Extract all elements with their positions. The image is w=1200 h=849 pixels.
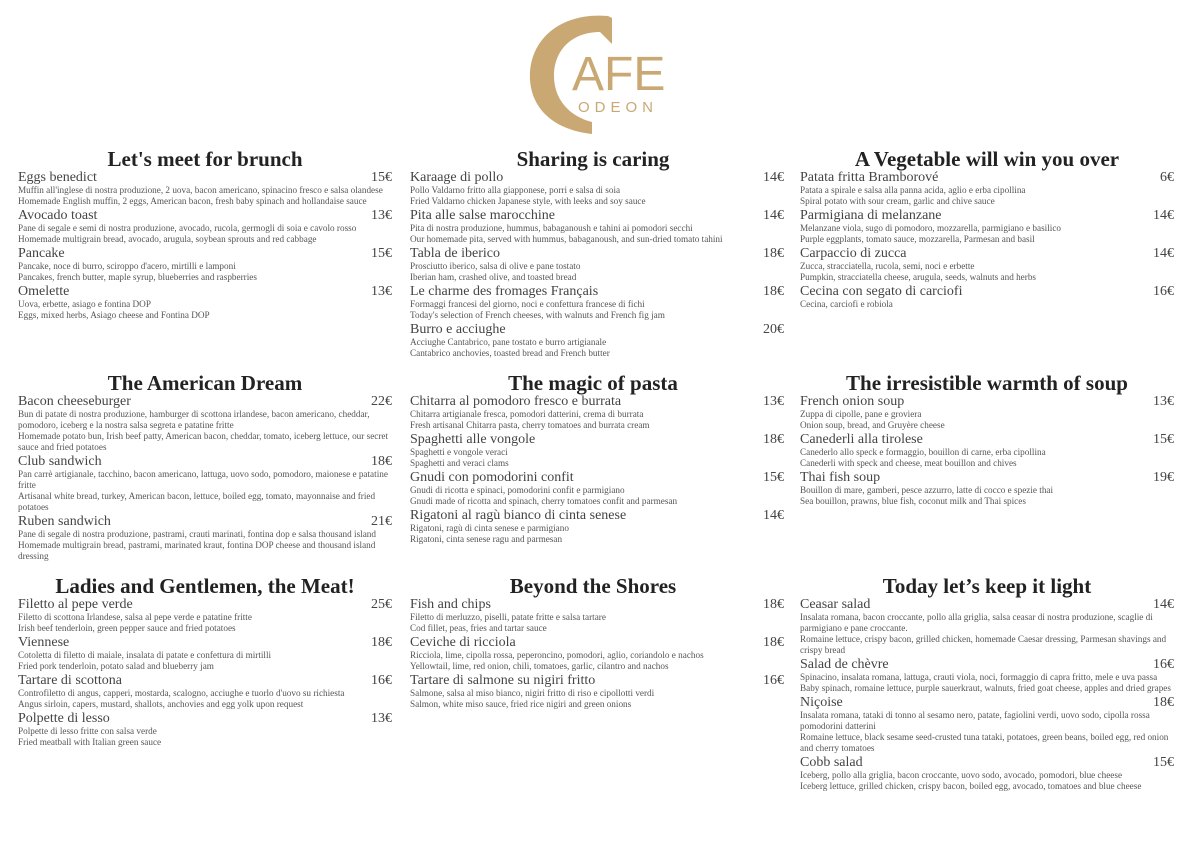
- item-description: Chitarra artigianale fresca, pomodori datterini, crema di burrata: [410, 409, 644, 419]
- item-description: Spaghetti and veraci clams: [410, 458, 509, 468]
- section-title: The magic of pasta: [508, 371, 678, 395]
- menu-item-header: [410, 170, 784, 185]
- item-price: 15€: [371, 246, 392, 261]
- item-name: Ceviche di ricciola: [410, 635, 516, 650]
- item-description: Rigatoni, cinta senese ragu and parmesan: [410, 534, 563, 544]
- menu-section: [18, 146, 392, 370]
- menu-column-middle: [410, 146, 784, 711]
- item-price: 18€: [371, 454, 392, 469]
- menu-item: [410, 246, 784, 283]
- item-name: Niçoise: [800, 695, 843, 710]
- menu-item: [18, 635, 392, 672]
- item-description: Angus sirloin, capers, mustard, shallots, anchovies and egg yolk upon request: [18, 699, 304, 709]
- item-description: Rigatoni, ragù di cinta senese e parmigiano: [410, 523, 569, 533]
- item-price: 13€: [371, 284, 392, 299]
- item-description: Fried meatball with Italian green sauce: [18, 737, 162, 747]
- menu-item: [18, 170, 392, 207]
- item-price: 18€: [763, 432, 784, 447]
- item-name: Ruben sandwich: [18, 514, 111, 529]
- item-description: Filetto di merluzzo, piselli, patate fritte e salsa tartare: [410, 612, 606, 622]
- menu-item: [410, 508, 784, 545]
- item-description: Muffin all'inglese di nostra produzione, 2 uova, bacon americano, spinacino fresco e salsa olandese: [18, 185, 383, 195]
- item-description: Canederli with speck and cheese, meat bouillon and chives: [800, 458, 1017, 468]
- item-description: Sea bouillon, prawns, blue fish, coconut milk and Thai spices: [800, 496, 1026, 506]
- menu-item: [410, 322, 784, 359]
- item-description: Prosciutto iberico, salsa di olive e pane tostato: [410, 261, 581, 271]
- item-name: Salad de chèvre: [800, 657, 889, 672]
- item-description: Formaggi francesi del giorno, noci e confettura francese di fichi: [410, 299, 645, 309]
- menu-item: [800, 755, 1174, 792]
- menu-item: [18, 711, 392, 748]
- menu-section: [800, 573, 1174, 793]
- item-description: Controfiletto di angus, capperi, mostarda, scalogno, acciughe e tuorlo d'uovo su richiesta: [18, 688, 345, 698]
- menu-item-header: [800, 284, 1174, 299]
- item-name: Chitarra al pomodoro fresco e burrata: [410, 394, 622, 409]
- menu-item: [800, 695, 1174, 754]
- menu-item-header: [800, 657, 1174, 672]
- menu-item-header: [18, 394, 392, 409]
- item-name: Bacon cheeseburger: [18, 394, 131, 409]
- item-name: Omelette: [18, 284, 70, 299]
- menu-item-header: [410, 322, 784, 337]
- item-description: Pan carrè artigianale, tacchino, bacon americano, lattuga, uovo sodo, pomodoro, maionese e patatine fritte: [18, 469, 388, 490]
- item-name: Karaage di pollo: [410, 170, 504, 185]
- item-name: Tabla de iberico: [410, 246, 500, 261]
- item-description: Eggs, mixed herbs, Asiago cheese and Fontina DOP: [18, 310, 210, 320]
- menu-item-header: [410, 673, 784, 688]
- menu-section: [18, 370, 392, 573]
- menu-item: [410, 432, 784, 469]
- section-title: The irresistible warmth of soup: [846, 371, 1128, 395]
- item-description: Ricciola, lime, cipolla rossa, peperoncino, pomodori, aglio, coriandolo e nachos: [410, 650, 704, 660]
- item-name: Eggs benedict: [18, 170, 97, 185]
- item-description: Pane di segale di nostra produzione, pastrami, crauti marinati, fontina dop e salsa thousand island: [18, 529, 376, 539]
- item-description: Artisanal white bread, turkey, American bacon, lettuce, boiled egg, tomato, mayonnaise and fried potatoes: [18, 491, 376, 512]
- item-name: Thai fish soup: [800, 470, 881, 485]
- item-description: Salmone, salsa al miso bianco, nigiri fritto di riso e cipollotti verdi: [410, 688, 655, 698]
- menu-item: [800, 597, 1174, 656]
- menu-item: [800, 208, 1174, 245]
- item-description: Patata a spirale e salsa alla panna acida, aglio e erba cipollina: [800, 185, 1026, 195]
- item-price: 15€: [1153, 755, 1174, 770]
- item-price: 13€: [1153, 394, 1174, 409]
- item-description: Cantabrico anchovies, toasted bread and French butter: [410, 348, 610, 358]
- menu-item-header: [800, 695, 1174, 710]
- item-price: 14€: [1153, 246, 1174, 261]
- item-price: 25€: [371, 597, 392, 612]
- item-description: Fried Valdarno chicken Japanese style, with leeks and soy sauce: [410, 196, 646, 206]
- menu-item-header: [410, 597, 784, 612]
- section-title: Sharing is caring: [516, 147, 670, 171]
- item-name: Rigatoni al ragù bianco di cinta senese: [410, 508, 627, 523]
- item-price: 22€: [371, 394, 392, 409]
- item-description: Gnudi made of ricotta and spinach, cherry tomatoes confit and parmesan: [410, 496, 678, 506]
- item-description: Pumpkin, stracciatella cheese, arugula, seeds, walnuts and herbs: [800, 272, 1036, 282]
- item-description: Filetto di scottona Irlandese, salsa al pepe verde e patatine fritte: [18, 612, 252, 622]
- item-name: Fish and chips: [410, 597, 491, 612]
- item-price: 16€: [763, 673, 784, 688]
- section-title: The American Dream: [107, 371, 303, 395]
- item-description: Spaghetti e vongole veraci: [410, 447, 508, 457]
- item-description: Gnudi di ricotta e spinaci, pomodorini confit e parmigiano: [410, 485, 625, 495]
- item-description: Salmon, white miso sauce, fried rice nigiri and green onions: [410, 699, 632, 709]
- item-description: Cecina, carciofi e robiola: [800, 299, 893, 309]
- item-description: Onion soup, bread, and Gruyère cheese: [800, 420, 945, 430]
- menu-item-header: [410, 470, 784, 485]
- item-name: Cobb salad: [800, 755, 863, 770]
- menu-item: [410, 170, 784, 207]
- item-description: Pita di nostra produzione, hummus, babaganoush e tahini ai pomodori secchi: [410, 223, 693, 233]
- menu-item-header: [18, 454, 392, 469]
- menu-column-right: [800, 146, 1174, 793]
- item-name: Pancake: [18, 246, 65, 261]
- item-name: French onion soup: [800, 394, 905, 409]
- menu-item-header: [18, 284, 392, 299]
- menu-item-header: [800, 597, 1174, 612]
- menu-item-header: [800, 470, 1174, 485]
- menu-item-header: [18, 597, 392, 612]
- menu-item: [18, 597, 392, 634]
- item-name: Spaghetti alle vongole: [410, 432, 536, 447]
- menu-item: [800, 170, 1174, 207]
- item-price: 20€: [763, 322, 784, 337]
- menu-item-header: [18, 208, 392, 223]
- menu-item-header: [18, 635, 392, 650]
- menu-item-header: [410, 508, 784, 523]
- item-name: Burro e acciughe: [410, 322, 506, 337]
- item-description: Purple eggplants, tomato sauce, mozzarella, Parmesan and basil: [800, 234, 1035, 244]
- item-description: Bouillon di mare, gamberi, pesce azzurro, latte di cocco e spezie thai: [800, 485, 1054, 495]
- item-name: Tartare di salmone su nigiri fritto: [410, 673, 596, 688]
- menu-item: [410, 673, 784, 710]
- menu-item-header: [800, 170, 1174, 185]
- menu-item: [18, 394, 392, 453]
- section-title: Beyond the Shores: [509, 574, 677, 598]
- item-name: Patata fritta Bramborové: [800, 170, 939, 185]
- item-price: 16€: [371, 673, 392, 688]
- menu-item-header: [410, 284, 784, 299]
- menu-item: [800, 470, 1174, 507]
- section-title: A Vegetable will win you over: [854, 147, 1120, 171]
- item-price: 15€: [371, 170, 392, 185]
- item-name: Pita alle salse marocchine: [410, 208, 555, 223]
- item-price: 21€: [371, 514, 392, 529]
- item-description: Pane di segale e semi di nostra produzione, avocado, rucola, germogli di soia e cavolo rosso: [18, 223, 357, 233]
- item-description: Iceberg, pollo alla griglia, bacon croccante, uovo sodo, avocado, pomodori, blue cheese: [800, 770, 1123, 780]
- item-price: 14€: [1153, 597, 1174, 612]
- item-name: Le charme des fromages Français: [410, 284, 599, 299]
- item-price: 18€: [763, 246, 784, 261]
- item-description: Acciughe Cantabrico, pane tostato e burro artigianale: [410, 337, 607, 347]
- menu-item: [410, 597, 784, 634]
- item-name: Carpaccio di zucca: [800, 246, 907, 261]
- menu-item-header: [800, 432, 1174, 447]
- item-description: Pancake, noce di burro, sciroppo d'acero, mirtilli e lamponi: [18, 261, 236, 271]
- menu-section: [410, 370, 784, 573]
- menu-section: [18, 573, 392, 749]
- section-title: Today let’s keep it light: [882, 574, 1092, 598]
- item-description: Today's selection of French cheeses, with walnuts and French fig jam: [410, 310, 665, 320]
- menu-item-header: [800, 755, 1174, 770]
- item-price: 19€: [1153, 470, 1174, 485]
- item-description: Fried pork tenderloin, potato salad and blueberry jam: [18, 661, 214, 671]
- item-description: Homemade multigrain bread, avocado, arugula, soybean sprouts and red cabbage: [18, 234, 317, 244]
- item-description: Spiral potato with sour cream, garlic and chive sauce: [800, 196, 995, 206]
- item-name: Canederli alla tirolese: [800, 432, 923, 447]
- menu-section: [410, 146, 784, 370]
- menu-item-header: [18, 711, 392, 726]
- item-description: Spinacino, insalata romana, lattuga, crauti viola, noci, formaggio di capra fritto, mele e uva passa: [800, 672, 1158, 682]
- item-price: 18€: [1153, 695, 1174, 710]
- menu-item: [410, 635, 784, 672]
- item-price: 18€: [763, 635, 784, 650]
- menu-item: [800, 657, 1174, 694]
- menu-item: [410, 208, 784, 245]
- item-price: 14€: [763, 208, 784, 223]
- menu-item: [18, 208, 392, 245]
- menu-item-header: [18, 514, 392, 529]
- item-price: 18€: [371, 635, 392, 650]
- menu-item-header: [800, 208, 1174, 223]
- item-description: Iceberg lettuce, grilled chicken, crispy bacon, boiled egg, avocado, tomatoes and blue cheese: [800, 781, 1142, 791]
- item-description: Homemade potato bun, Irish beef patty, American bacon, cheddar, tomato, iceberg lettuce, our secret sauce and fried potatoes: [18, 431, 389, 452]
- item-name: Polpette di lesso: [18, 711, 110, 726]
- menu-section: [800, 370, 1174, 573]
- item-name: Tartare di scottona: [18, 673, 122, 688]
- item-price: 6€: [1160, 170, 1174, 185]
- item-price: 15€: [763, 470, 784, 485]
- item-description: Homemade multigrain bread, pastrami, marinated kraut, fontina DOP cheese and thousand island dressing: [18, 540, 376, 561]
- section-title: Ladies and Gentlemen, the Meat!: [55, 574, 355, 598]
- menu-item: [410, 284, 784, 321]
- item-description: Zuppa di cipolle, pane e groviera: [800, 409, 922, 419]
- item-name: Club sandwich: [18, 454, 102, 469]
- item-price: 13€: [371, 208, 392, 223]
- item-description: Canederlo allo speck e formaggio, bouillon di carne, erba cipollina: [800, 447, 1046, 457]
- menu-item: [800, 432, 1174, 469]
- item-description: Romaine lettuce, crispy bacon, grilled chicken, homemade Caesar dressing, Parmesan shavings and crispy bread: [800, 634, 1167, 655]
- item-description: Irish beef tenderloin, green pepper sauce and fried potatoes: [18, 623, 236, 633]
- cafe-odeon-logo: [520, 10, 680, 140]
- menu-item: [18, 284, 392, 321]
- menu-item-header: [410, 432, 784, 447]
- menu-item-header: [800, 394, 1174, 409]
- menu-item: [18, 514, 392, 562]
- menu-item: [800, 284, 1174, 310]
- menu-item-header: [410, 208, 784, 223]
- item-description: Insalata romana, tataki di tonno al sesamo nero, patate, fagiolini verdi, uovo sodo, cipolla rossa pomodorini datterini: [800, 710, 1150, 731]
- item-price: 18€: [763, 597, 784, 612]
- menu-item-header: [18, 673, 392, 688]
- item-name: Cecina con segato di carciofi: [800, 284, 963, 299]
- item-description: Melanzane viola, sugo di pomodoro, mozzarella, parmigiano e basilico: [800, 223, 1061, 233]
- item-price: 14€: [763, 508, 784, 523]
- item-description: Pancakes, french butter, maple syrup, blueberries and raspberries: [18, 272, 257, 282]
- item-description: Romaine lettuce, black sesame seed-crusted tuna tataki, potatoes, green beans, boiled egg, red onion and cherry tomatoes: [800, 732, 1169, 753]
- section-title: Let's meet for brunch: [107, 147, 303, 171]
- item-price: 14€: [763, 170, 784, 185]
- menu-item: [800, 246, 1174, 283]
- menu-column-left: [18, 146, 392, 749]
- item-description: Yellowtail, lime, red onion, chili, tomatoes, garlic, cilantro and nachos: [410, 661, 669, 671]
- menu-item-header: [410, 394, 784, 409]
- item-name: Parmigiana di melanzane: [800, 208, 942, 223]
- logo-text-sub: ODEON: [578, 99, 659, 116]
- menu-item-header: [18, 246, 392, 261]
- menu-section: [410, 573, 784, 711]
- item-price: 16€: [1153, 284, 1174, 299]
- item-description: Insalata romana, bacon croccante, pollo alla griglia, salsa ceasar di nostra produzione, scaglie di parmigiano e pane croccante.: [800, 612, 1153, 633]
- menu-section: [800, 146, 1174, 370]
- item-name: Viennese: [18, 635, 70, 650]
- menu-item: [800, 394, 1174, 431]
- item-name: Gnudi con pomodorini confit: [410, 470, 574, 485]
- menu-item-header: [18, 170, 392, 185]
- menu-item: [18, 454, 392, 513]
- menu-item: [18, 673, 392, 710]
- item-description: Cotoletta di filetto di maiale, insalata di patate e confettura di mirtilli: [18, 650, 272, 660]
- item-description: Bun di patate di nostra produzione, hamburger di scottona irlandese, bacon americano, cheddar, pomodoro, iceberg e la nostra salsa segreta e patatine fritte: [18, 409, 370, 430]
- item-description: Our homemade pita, served with hummus, babaganoush, and sun-dried tomato tahini: [410, 234, 723, 244]
- menu-item: [410, 470, 784, 507]
- item-description: Fresh artisanal Chitarra pasta, cherry tomatoes and burrata cream: [410, 420, 650, 430]
- item-price: 14€: [1153, 208, 1174, 223]
- menu-item: [18, 246, 392, 283]
- item-description: Pollo Valdarno fritto alla giapponese, porri e salsa di soia: [410, 185, 621, 195]
- item-description: Cod fillet, peas, fries and tartar sauce: [410, 623, 547, 633]
- logo-mark-icon: [520, 10, 680, 140]
- item-description: Polpette di lesso fritte con salsa verde: [18, 726, 157, 736]
- item-description: Homemade English muffin, 2 eggs, American bacon, fresh baby spinach and hollandaise sauce: [18, 196, 367, 206]
- item-name: Avocado toast: [18, 208, 98, 223]
- logo-text-main: AFE: [572, 48, 666, 101]
- item-price: 18€: [763, 284, 784, 299]
- menu-item-header: [410, 635, 784, 650]
- item-description: Zucca, stracciatella, rucola, semi, noci e erbette: [800, 261, 975, 271]
- menu-item: [410, 394, 784, 431]
- item-price: 13€: [763, 394, 784, 409]
- item-description: Uova, erbette, asiago e fontina DOP: [18, 299, 151, 309]
- item-name: Ceasar salad: [800, 597, 871, 612]
- item-price: 15€: [1153, 432, 1174, 447]
- item-description: Baby spinach, romaine lettuce, purple sauerkraut, walnuts, fried goat cheese, apples and dried grapes: [800, 683, 1171, 693]
- menu-item-header: [800, 246, 1174, 261]
- item-price: 16€: [1153, 657, 1174, 672]
- item-price: 13€: [371, 711, 392, 726]
- menu-item-header: [410, 246, 784, 261]
- item-name: Filetto al pepe verde: [18, 597, 133, 612]
- item-description: Iberian ham, crashed olive, and toasted bread: [410, 272, 577, 282]
